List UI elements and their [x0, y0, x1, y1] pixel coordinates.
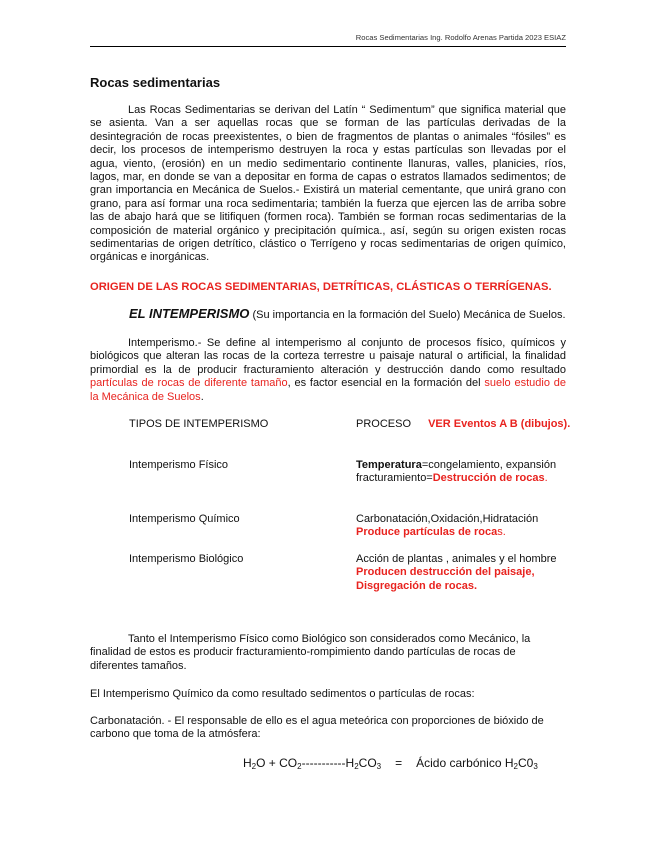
process-biologico-red: Producen destrucción del paisaje, Disgregación de rocas.	[356, 566, 535, 592]
section-title: Rocas sedimentarias	[90, 75, 221, 90]
eq-sub-2c: 2	[354, 762, 359, 771]
process-header-label: PROCESO	[356, 418, 412, 430]
intemperismo-title: EL INTEMPERISMO	[129, 306, 250, 321]
process-quimico-text: Carbonatación,Oxidación,Hidratación	[356, 513, 539, 525]
definition-highlight-2: suelo estudio de la Mecánica de Suelos	[90, 377, 566, 403]
process-quimico-red-end: s.	[497, 526, 506, 539]
table-row-process-biologico	[356, 553, 566, 593]
eq-o-plus-co: O + CO	[256, 756, 298, 770]
table-row-type-fisico: Intemperismo Físico	[129, 459, 229, 471]
process-quimico-red: Produce partículas de roca	[356, 526, 498, 539]
table-header-types: TIPOS DE INTEMPERISMO	[129, 418, 269, 430]
paragraph-carbonation: Carbonatación. - El responsable de ello es el agua meteórica con proporciones de bióxido de carbono que toma de la atmósfera:	[90, 715, 544, 741]
eq-c0: C0	[517, 756, 534, 770]
header-rule	[90, 46, 566, 47]
running-header: Rocas Sedimentarias Ing. Rodolfo Arenas Partida 2023 ESIAZ	[355, 33, 566, 42]
eq-h: H	[243, 756, 252, 770]
intemperismo-heading	[129, 307, 569, 322]
process-fisico-end: .	[544, 472, 548, 485]
intemperismo-definition	[90, 337, 566, 404]
eq-sub-3b: 3	[533, 762, 538, 771]
definition-end: .	[200, 390, 204, 403]
table-row-type-quimico: Intemperismo Químico	[129, 513, 240, 525]
paragraph-chemical: El Intemperismo Químico da como resultado sedimentos o partículas de rocas:	[90, 688, 475, 700]
eq-acid-label: Ácido carbónico H	[416, 756, 514, 770]
eq-equals: =	[395, 756, 403, 770]
process-header-note: VER Eventos A B (dibujos).	[428, 418, 571, 430]
process-fisico-text: =congelamiento, expansión fracturamiento=	[356, 459, 557, 485]
process-biologico-text: Acción de plantas , animales y el hombre	[356, 553, 557, 565]
eq-co: CO	[358, 756, 377, 770]
carbonation-equation	[243, 757, 573, 773]
definition-highlight-1: partículas de rocas de diferente tamaño	[90, 377, 288, 390]
definition-text-1: Intemperismo.- Se define al intemperismo al conjunto de procesos físico, químicos y biológicos que alteran las rocas de la corteza terrestre u paisaje natural o artificial, la finalidad primordial es la de producir fracturamiento alteración y destrucción dando como resultado	[90, 337, 566, 376]
eq-sub-3: 3	[376, 762, 382, 771]
eq-sub-2d: 2	[513, 762, 518, 771]
table-header-process	[356, 418, 596, 431]
process-fisico-red: Destrucción de rocas	[432, 472, 545, 485]
eq-dashes: -----------H	[301, 756, 355, 770]
intemperismo-title-note: (Su importancia en la formación del Suelo) Mecánica de Suelos.	[249, 309, 566, 321]
intro-paragraph: Las Rocas Sedimentarias se derivan del Latín “ Sedimentum” que significa material que se asienta. Van a ser aquellas rocas que se forman de las partículas derivadas de la desintegración de rocas preexistentes, o bien de fragmentos de plantas o animales “fósiles” es decir, los procesos de intemperismo destruyen la roca y estas partículas son llevadas por el agua, viento, (erosión) en un medio sedimentario continente llanuras, valles, planicies, ríos, lagos, mar, en donde se van a depositar en forma de capas o estratos llamados sedimentos; de gran importancia en Mecánica de Suelos.- Existirá un material cementante, que unirá grano con grano, para así formar una roca sedimentaria; también la fuerza que ejercen las de arriba sobre las de abajo hará que se litifiquen (formen roca). También se forman rocas sedimentarias de la composición de material orgánico y precipitación química., así, según su origen existen rocas sedimentarias de origen detrítico, clástico o Terrígeno y rocas sedimentarias de origen químico, orgánicas e inorgánicas.	[90, 104, 566, 264]
eq-sub-2: 2	[251, 762, 257, 771]
origin-heading: ORIGEN DE LAS ROCAS SEDIMENTARIAS, DETRÍTICAS, CLÁSTICAS O TERRÍGENAS.	[90, 281, 552, 293]
definition-text-2: , es factor esencial en la formación del	[287, 377, 485, 390]
paragraph-mechanical: Tanto el Intemperismo Físico como Biológico son considerados como Mecánico, la finalidad de estos es producir fracturamiento-rompimiento dando partículas de rocas de diferentes tamaños.	[90, 633, 531, 672]
eq-sub-2b: 2	[297, 762, 302, 771]
table-row-process-quimico	[356, 513, 576, 540]
table-row-process-fisico	[356, 459, 576, 486]
process-fisico-bold: Temperatura	[356, 459, 422, 471]
table-row-type-biologico: Intemperismo Biológico	[129, 553, 244, 565]
